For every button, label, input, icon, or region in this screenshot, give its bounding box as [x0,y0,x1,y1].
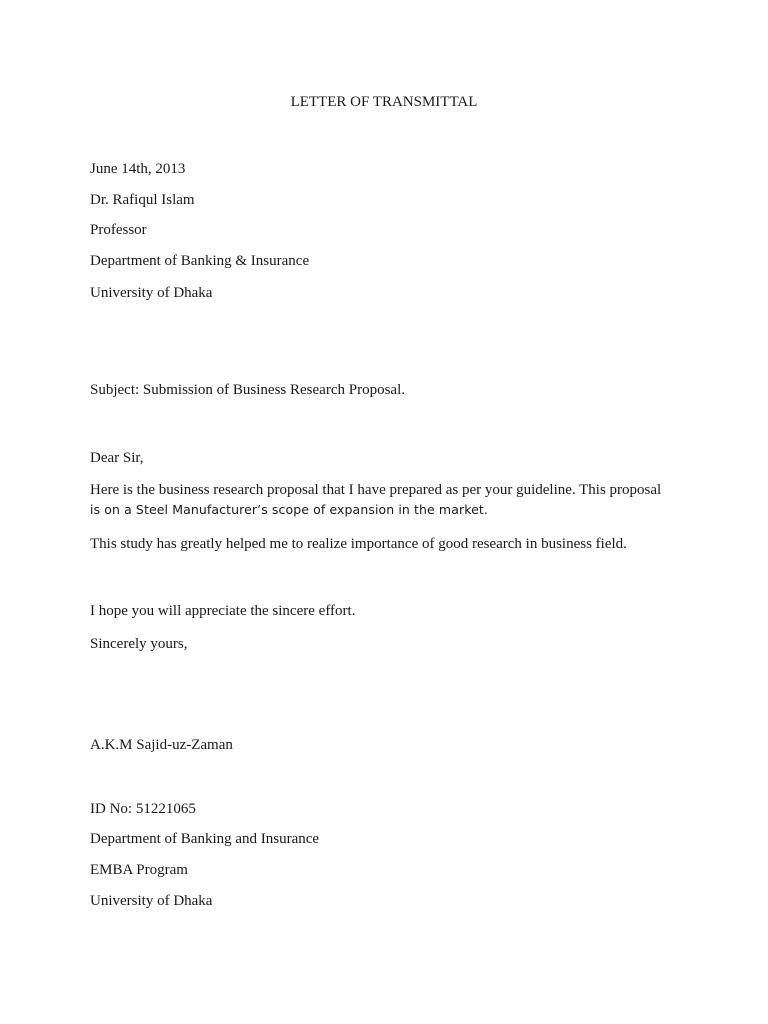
letter-subject: Subject: Submission of Business Research Proposal. [90,382,405,398]
sender-department: Department of Banking and Insurance [90,831,320,847]
salutation: Dear Sir, [90,450,144,466]
sender-program: EMBA Program [90,862,188,878]
letter-date: June 14th, 2013 [90,161,186,177]
recipient-university: University of Dhaka [90,285,213,301]
recipient-department: Department of Banking & Insurance [90,253,310,269]
closing: Sincerely yours, [90,636,188,652]
recipient-name: Dr. Rafiqul Islam [90,192,195,208]
recipient-title: Professor [90,222,147,238]
sender-name: A.K.M Sajid-uz-Zaman [90,737,233,753]
sender-university: University of Dhaka [90,893,213,909]
letter-title: LETTER OF TRANSMITTAL [290,94,478,110]
body-paragraph-1-line-2: is on a Steel Manufacturer’s scope of expansion in the market. [90,502,488,517]
body-paragraph-3: I hope you will appreciate the sincere effort. [90,603,356,619]
body-paragraph-1-line-1: Here is the business research proposal that I have prepared as per your guideline. This proposal [90,482,662,498]
sender-id: ID No: 51221065 [90,801,196,817]
body-paragraph-2: This study has greatly helped me to realize importance of good research in business field. [90,536,627,552]
